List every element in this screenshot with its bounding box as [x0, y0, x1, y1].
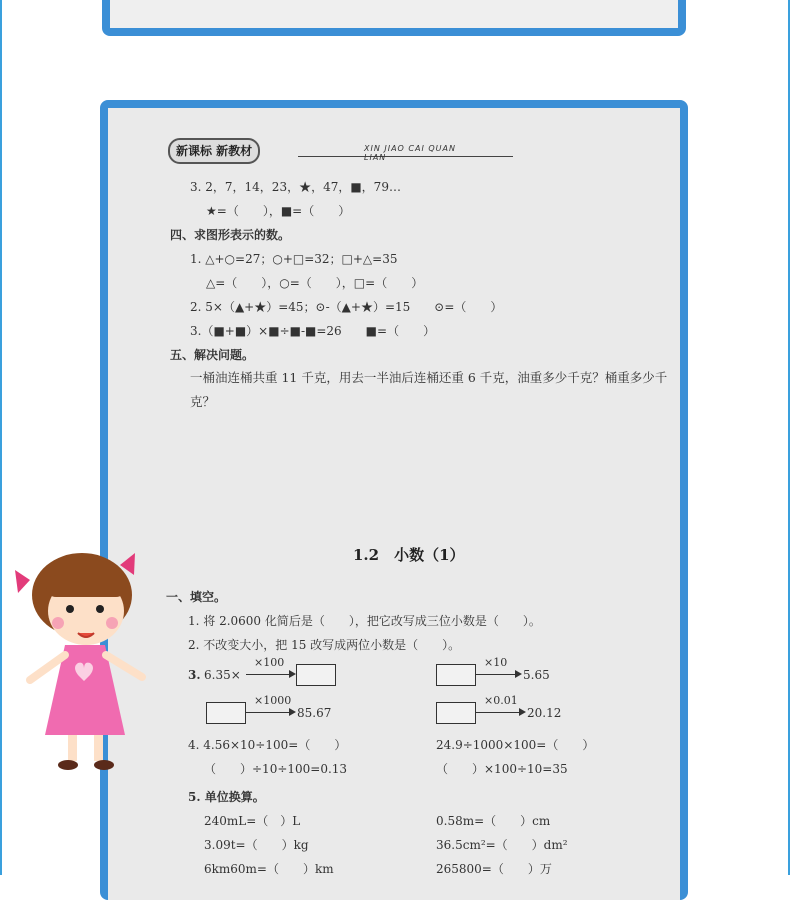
f3b-answer-box[interactable] — [436, 664, 476, 686]
fill-3-label: 3. — [188, 668, 201, 682]
fill-4a: 4. 4.56×10÷100=（ ） — [188, 738, 347, 752]
unit-1: 240mL=（ ）L — [204, 814, 301, 828]
f3c-arrow — [246, 712, 290, 713]
f3b-result: 5.65 — [523, 668, 550, 682]
section-4-title: 四、求图形表示的数。 — [170, 228, 291, 242]
f3b-operator: ×10 — [484, 656, 508, 669]
unit-4: 36.5cm²=（ ）dm² — [436, 838, 568, 852]
s5-problem: 一桶油连桶共重 11 千克，用去一半油后连桶还重 6 千克，油重多少千克？桶重多少千克？ — [190, 370, 668, 409]
f3a-answer-box[interactable] — [296, 664, 336, 686]
f3a-arrow-head — [289, 670, 296, 678]
f3c-arrow-head — [289, 708, 296, 716]
header-subtitle: XIN JIAO CAI QUAN LIAN — [364, 144, 456, 162]
section-5-title: 五、解决问题。 — [170, 348, 255, 362]
f3c-answer-box[interactable] — [206, 702, 246, 724]
fill-4d: （ ）×100÷10=35 — [436, 762, 568, 776]
q3-answer: ★=（ ），■=（ ） — [206, 204, 351, 218]
f3a-left: 6.35× — [204, 668, 241, 682]
unit-2: 0.58m=（ ）cm — [436, 814, 551, 828]
f3d-arrow-head — [519, 708, 526, 716]
f3a-arrow — [246, 674, 290, 675]
chapter-title: 1.2 小数（1） — [353, 546, 465, 564]
f3d-result: 20.12 — [527, 706, 562, 720]
book-page-frame — [100, 100, 688, 900]
fill-5-title: 5. 单位换算。 — [188, 790, 265, 804]
unit-5: 6km60m=（ ）km — [204, 862, 334, 876]
q3-sequence: 3. 2，7，14，23，★，47，■，79… — [190, 180, 401, 194]
previous-page-paper — [110, 0, 678, 28]
s4-q1: 1. △+○=27；○+□=32；□+△=35 — [190, 252, 398, 266]
unit-3: 3.09t=（ ）kg — [204, 838, 309, 852]
page-header — [168, 138, 458, 162]
fill-4c: （ ）÷10÷100=0.13 — [204, 762, 348, 776]
s4-q3: 3.（■+■）×■÷■-■=26 ■=（ ） — [190, 324, 436, 338]
series-logo: 新课标 新教材 — [168, 138, 260, 164]
f3c-result: 85.67 — [297, 706, 332, 720]
unit-6: 265800=（ ）万 — [436, 862, 552, 876]
f3a-operator: ×100 — [254, 656, 285, 669]
f3d-answer-box[interactable] — [436, 702, 476, 724]
fill-4b: 24.9÷1000×100=（ ） — [436, 738, 595, 752]
f3b-arrow — [476, 674, 516, 675]
s4-q1-answer: △=（ ），○=（ ），□=（ ） — [206, 276, 424, 290]
fill-2: 2. 不改变大小，把 15 改写成两位小数是（ ）。 — [188, 638, 461, 652]
section-1-title: 一、填空。 — [166, 590, 227, 604]
previous-page-frame — [102, 0, 686, 36]
s4-q2: 2. 5×（▲+★）=45；⊙-（▲+★）=15 ⊙=（ ） — [190, 300, 503, 314]
f3c-operator: ×1000 — [254, 694, 292, 707]
f3d-arrow — [476, 712, 520, 713]
cartoon-girl-illustration — [10, 545, 160, 775]
f3b-arrow-head — [515, 670, 522, 678]
book-page — [108, 108, 680, 900]
f3d-operator: ×0.01 — [484, 694, 518, 707]
fill-1: 1. 将 2.0600 化简后是（ ），把它改写成三位小数是（ ）。 — [188, 614, 541, 628]
